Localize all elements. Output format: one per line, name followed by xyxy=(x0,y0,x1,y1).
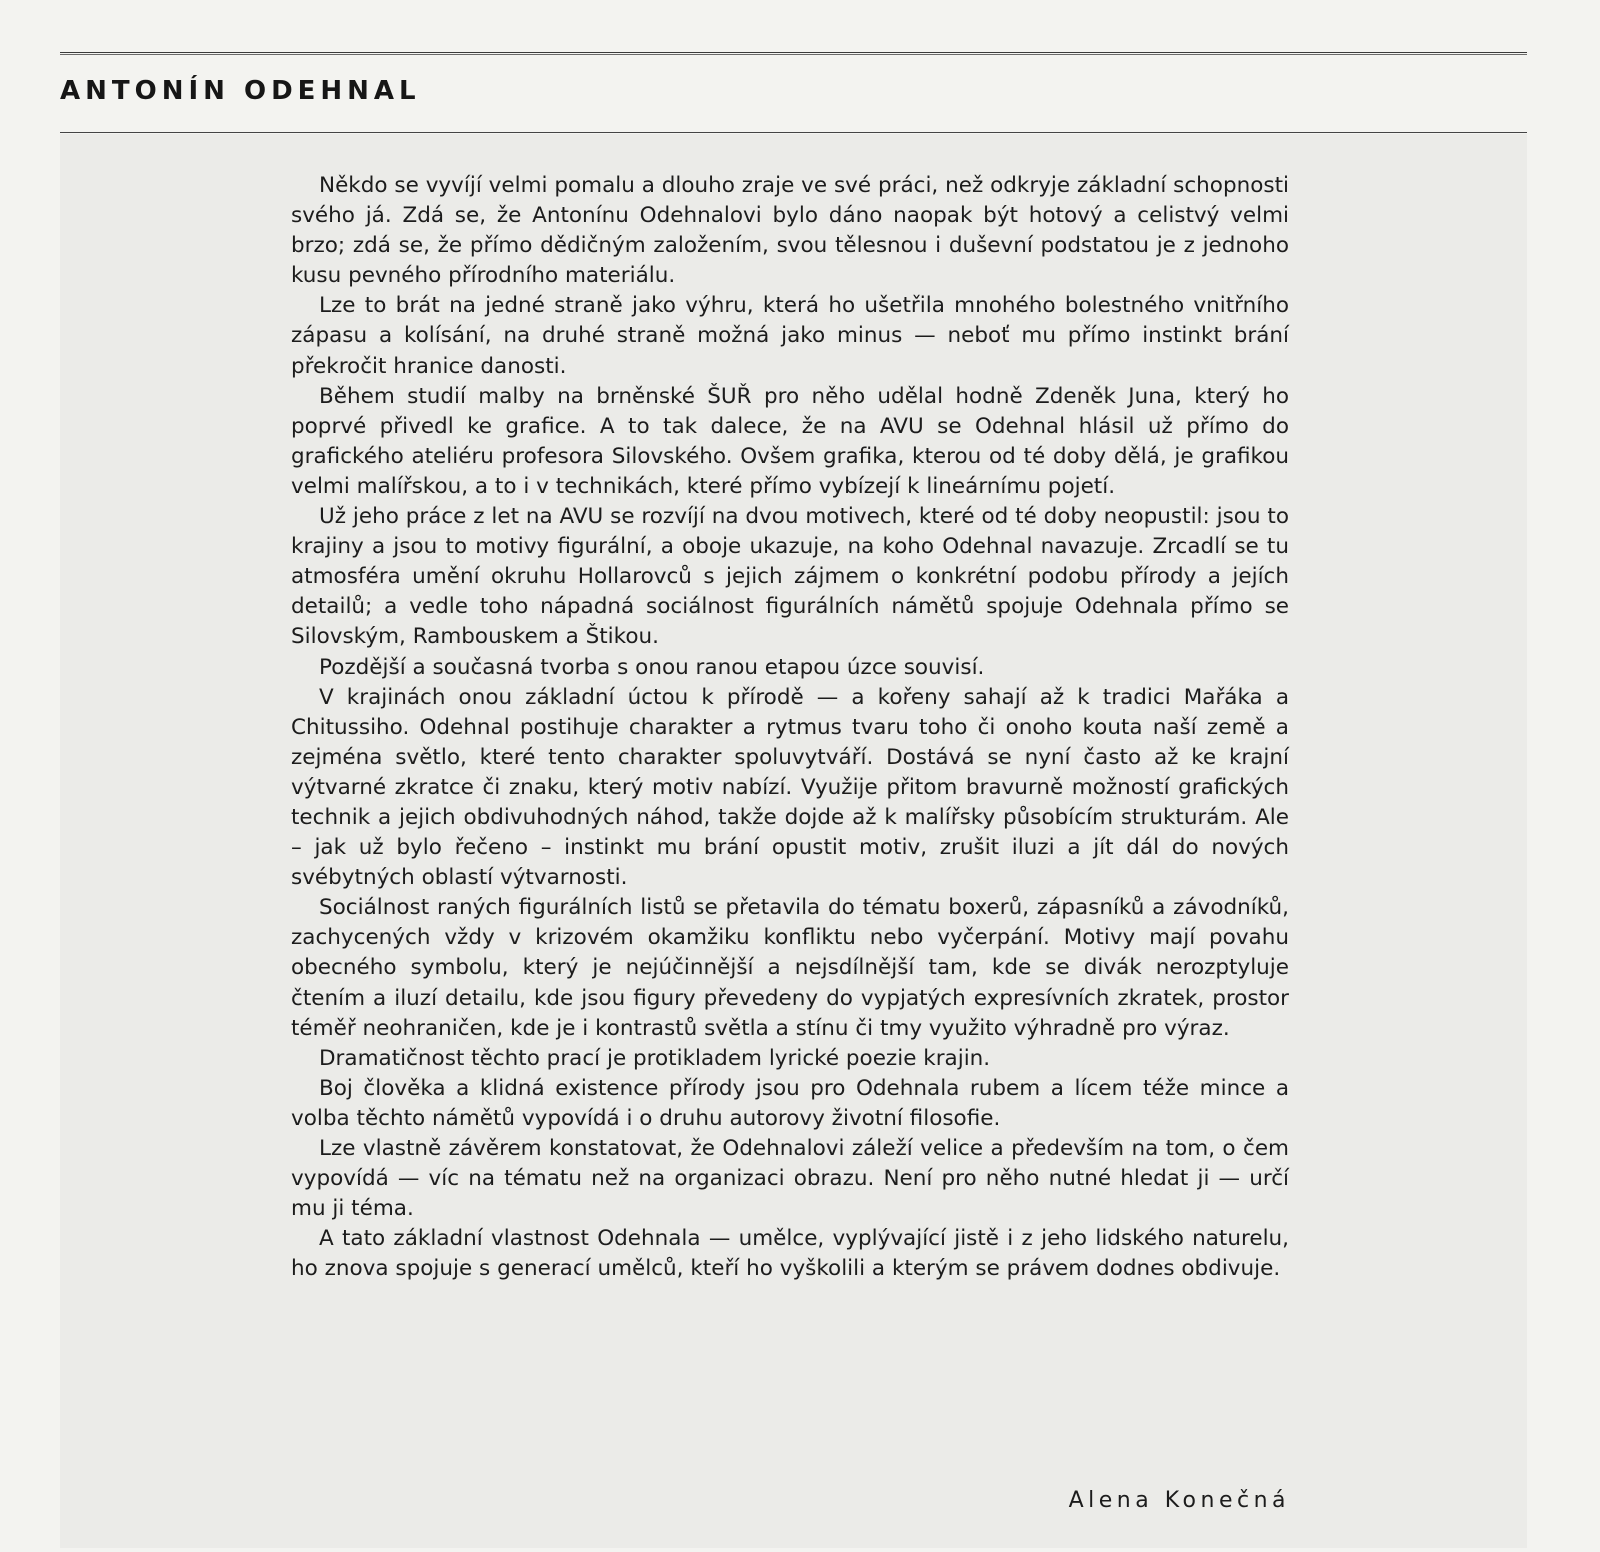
paragraph: Pozdější a současná tvorba s onou ranou etapou úzce souvisí. xyxy=(319,654,985,680)
article-heading: ANTONÍN ODEHNAL xyxy=(60,76,421,106)
paragraph: Během studií malby na brněnské ŠUŘ pro něho udělal hodně Zdeněk Juna, který ho poprvé přivedl ke grafice. A to tak dalece, že na AVU se Odehnal hlásil už přímo do grafického ateliéru profesora Silovského. Ovšem grafika, kterou od té doby dělá, je grafikou velmi malířskou, a to i v technikách, které přímo vybízejí k lineárnímu pojetí. xyxy=(291,383,1289,499)
paragraph: Boj člověka a klidná existence přírody jsou pro Odehnala rubem a lícem téže mince a volba těchto námětů vypovídá i o druhu autorovy životní filosofie. xyxy=(291,1075,1289,1131)
paragraph: Někdo se vyvíjí velmi pomalu a dlouho zraje ve své práci, než odkryje základní schopnosti svého já. Zdá se, že Antonínu Odehnalovi bylo dáno naopak být hotový a celistvý velmi brzo; zdá se, že přímo dědičným založením, svou tělesnou i duševní podstatou je z jednoho kusu pevného přírodního materiálu. xyxy=(291,173,1289,289)
top-rule-secondary xyxy=(60,54,1527,55)
paragraph: V krajinách onou základní úctou k přírodě — a kořeny sahají až k tradici Mařáka a Chitussiho. Odehnal postihuje charakter a rytmus tvaru toho či onoho kouta naší země a zejména světlo, které tento charakter spoluvytváří. Dostává se nyní často až ke krajní výtvarné zkratce či znaku, který motiv nabízí. Využije přitom bravurně možností grafických technik a jejich obdivuhodných náhod, takže dojde až k malířsky působícím strukturám. Ale – jak už bylo řečeno – instinkt mu brání opustit motiv, zrušit iluzi a jít dál do nových svébytných oblastí výtvarnosti. xyxy=(291,684,1289,891)
paragraph: Lze to brát na jedné straně jako výhru, která ho ušetřila mnohého bolestného vnitřního zápasu a kolísání, na druhé straně možná jako minus — neboť mu přímo instinkt brání překročit hranice danosti. xyxy=(291,293,1289,379)
paragraph: Už jeho práce z let na AVU se rozvíjí na dvou motivech, které od té doby neopustil: jsou to krajiny a jsou to motivy figurální, a oboje ukazuje, na koho Odehnal navazuje. Zrcadlí se tu atmosféra umění okruhu Hollarovců s jejich zájmem o konkrétní podobu přírody a jejích detailů; a vedle toho nápadná sociálnost figurálních námětů spojuje Odehnala přímo se Silovským, Rambouskem a Štikou. xyxy=(291,504,1289,650)
paragraph: Sociálnost raných figurálních listů se přetavila do tématu boxerů, zápasníků a závodníků, zachycených vždy v krizovém okamžiku konfliktu nebo vyčerpání. Motivy mají povahu obecného symbolu, který je nejúčinnější a nejsdílnější tam, kde se divák nerozptyluje čtením a iluzí detailu, kde jsou figury převedeny do vypjatých expresívních zkratek, prostor téměř neohraničen, kde je i kontrastů světla a stínu či tmy využito výhradně pro výraz. xyxy=(291,895,1289,1041)
heading-underline-rule xyxy=(60,132,1527,133)
paragraph: Dramatičnost těchto prací je protikladem lyrické poezie krajin. xyxy=(319,1045,991,1071)
top-rule xyxy=(240,52,1527,53)
paragraph: A tato základní vlastnost Odehnala — umělce, vyplývající jistě i z jeho lidského naturelu, ho znova spojuje s generací umělců, kteří ho vyškolili a kterým se právem dodnes obdivuje. xyxy=(291,1226,1289,1282)
paragraph: Lze vlastně závěrem konstatovat, že Odehnalovi záleží velice a především na tom, o čem vypovídá — víc na tématu než na organizaci obrazu. Není pro něho nutné hledat ji — určí mu ji téma. xyxy=(291,1136,1289,1222)
article-body xyxy=(291,171,1289,1284)
top-rule-thick xyxy=(60,52,240,53)
author-signature: Alena Konečná xyxy=(1068,1488,1290,1513)
